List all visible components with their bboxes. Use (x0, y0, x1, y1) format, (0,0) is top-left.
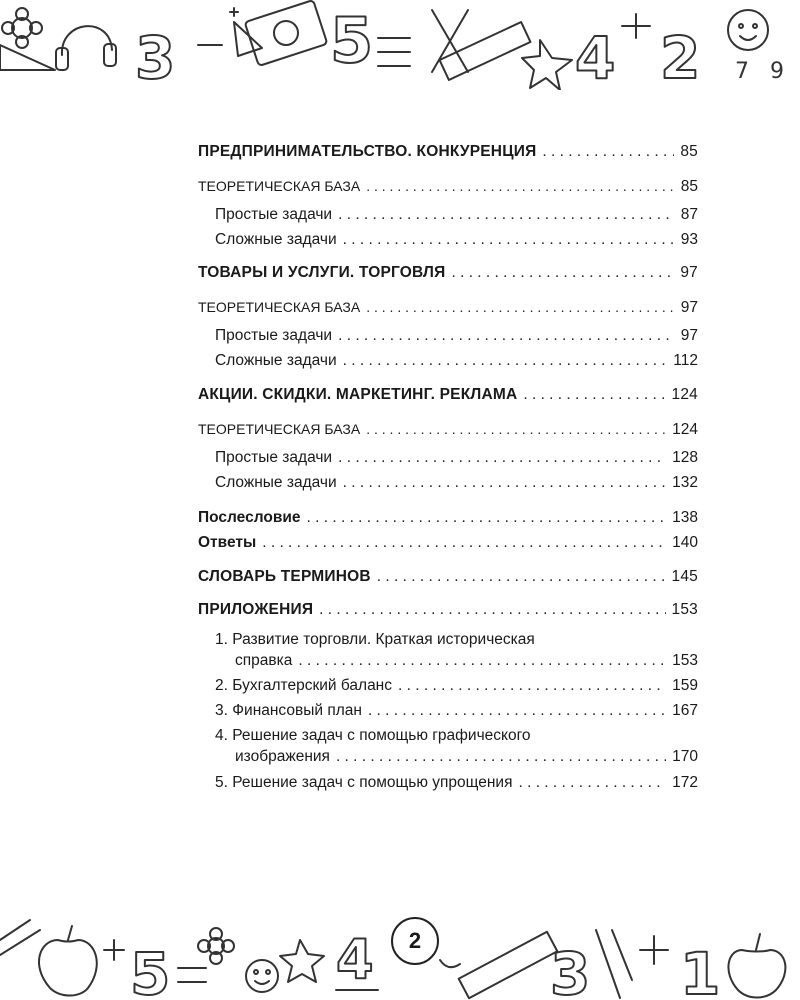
leader-dots (366, 297, 675, 317)
page-number: 153 (671, 601, 698, 618)
subsection-title: Сложные задачи (215, 231, 337, 248)
smile-curve-icon (440, 960, 460, 967)
leader-dots (343, 230, 675, 250)
toc-sub-entry[interactable] (215, 205, 698, 225)
smiley-face-icon (728, 10, 768, 50)
subsection-title: Сложные задачи (215, 474, 337, 491)
section-title: ТОВАРЫ И УСЛУГИ. ТОРГОВЛЯ (198, 264, 446, 281)
star-icon (234, 22, 262, 56)
compass-icon (432, 10, 468, 72)
page-number: 124 (672, 421, 698, 438)
theory-title: ТЕОРЕТИЧЕСКАЯ БАЗА (198, 421, 361, 437)
appendix-number: 4. (215, 727, 228, 744)
appendix-number: 2. (215, 677, 228, 694)
subsection-title: Простые задачи (215, 449, 333, 466)
appendix-title-line2: изображения (235, 748, 330, 765)
page-number: 112 (673, 352, 698, 369)
star-outline-icon (522, 40, 572, 90)
page-number: 124 (671, 386, 698, 403)
leader-dots (298, 651, 666, 671)
toc-sub-entry[interactable] (215, 448, 698, 468)
section-title: АКЦИИ. СКИДКИ. МАРКЕТИНГ. РЕКЛАМА (198, 386, 518, 403)
leader-dots (262, 533, 666, 553)
apple-icon (728, 950, 785, 998)
toc-sub-entry[interactable] (215, 326, 698, 346)
appendix-title: Решение задач с помощью упрощения (232, 774, 513, 791)
appendix-title: Бухгалтерский баланс (232, 677, 392, 694)
page-number: 167 (672, 702, 698, 719)
appendix-item[interactable] (235, 747, 698, 767)
digit-three-icon: 3 (550, 940, 591, 1000)
leader-dots (518, 773, 666, 793)
top-doodle-border (0, 0, 800, 90)
leader-dots (338, 205, 675, 225)
toc-theory-entry[interactable] (198, 297, 698, 318)
leader-dots (338, 448, 666, 468)
toc-glossary-entry[interactable] (198, 567, 698, 587)
glossary-title: СЛОВАРЬ ТЕРМИНОВ (198, 568, 371, 585)
afterword-title: Послесловие (198, 509, 301, 526)
appendix-number: 5. (215, 774, 228, 791)
leader-dots (398, 676, 666, 696)
toc-section-entry[interactable] (198, 142, 698, 162)
leader-dots (366, 176, 675, 196)
theory-title: ТЕОРЕТИЧЕСКАЯ БАЗА (198, 299, 361, 315)
leader-dots (451, 263, 674, 283)
banknote-icon (245, 0, 328, 66)
section-title: ПРЕДПРИНИМАТЕЛЬСТВО. КОНКУРЕНЦИЯ (198, 143, 537, 160)
appendix-item[interactable] (235, 651, 698, 671)
ruler-triangle-icon (0, 45, 55, 70)
page-number: 159 (672, 677, 698, 694)
subsection-title: Простые задачи (215, 327, 333, 344)
appendix-item[interactable] (215, 773, 698, 793)
appendix-number: 1. (215, 631, 228, 648)
page-number: 97 (680, 327, 698, 344)
ruler-icon (440, 22, 531, 80)
appendix-title: Финансовый план (232, 702, 362, 719)
digit-one-icon: 1 (680, 940, 721, 1000)
pencil-icon (0, 920, 40, 955)
leader-dots (343, 473, 666, 493)
leader-dots (338, 326, 675, 346)
appendix-title-line2: справка (235, 652, 293, 669)
appendix-number: 3. (215, 702, 228, 719)
plus-icon (622, 14, 650, 38)
digit-two-icon: 2 (660, 24, 701, 90)
plus-icon (640, 936, 668, 964)
page-number: 128 (672, 449, 698, 466)
digit-five-icon: 5 (330, 4, 374, 77)
equals-icon (178, 968, 206, 982)
page-number: 97 (680, 264, 698, 281)
svg-text:9: 9 (770, 59, 784, 84)
smiley-face-icon (246, 960, 278, 992)
toc-answers-entry[interactable] (198, 533, 698, 553)
leader-dots (377, 567, 666, 587)
appendix-item[interactable] (215, 676, 698, 696)
page-number: 172 (672, 774, 698, 791)
digit-four-icon: 4 (575, 24, 616, 90)
page-number-badge (391, 917, 439, 965)
subsection-title: Сложные задачи (215, 352, 337, 369)
toc-sub-entry[interactable] (215, 473, 698, 493)
toc-afterword-entry[interactable] (198, 508, 698, 528)
leader-dots (523, 385, 665, 405)
plus-icon (104, 940, 124, 960)
toc-section-entry[interactable] (198, 385, 698, 405)
subsection-title: Простые задачи (215, 206, 333, 223)
ruler-icon (459, 932, 558, 998)
toc-section-entry[interactable] (198, 263, 698, 283)
toc-theory-entry[interactable] (198, 419, 698, 440)
appendices-title: ПРИЛОЖЕНИЯ (198, 601, 314, 618)
page-number: 140 (672, 534, 698, 551)
appendix-item[interactable] (215, 701, 698, 721)
leader-dots (343, 351, 668, 371)
appendix-item-first-line[interactable] (215, 630, 698, 650)
page-number: 153 (672, 652, 698, 669)
digit-four-icon: 4 (336, 928, 374, 991)
toc-sub-entry[interactable] (215, 230, 698, 250)
page-number: 138 (672, 509, 698, 526)
toc-theory-entry[interactable] (198, 176, 698, 197)
page-number: 170 (672, 748, 698, 765)
page-number-text: 2 (408, 928, 422, 953)
page-number: 85 (680, 143, 698, 160)
leader-dots (319, 600, 665, 620)
equals-icon (378, 38, 410, 66)
page-number: 87 (680, 206, 698, 223)
digit-five-icon: 5 (130, 940, 171, 1000)
apple-icon (39, 940, 97, 996)
appendix-title-line1: Решение задач с помощью графического (232, 727, 531, 744)
star-outline-icon (280, 940, 324, 982)
leader-dots (307, 508, 667, 528)
theory-title: ТЕОРЕТИЧЕСКАЯ БАЗА (198, 178, 361, 194)
page-number: 145 (671, 568, 698, 585)
appendix-item-first-line[interactable] (215, 726, 698, 746)
page-number: 93 (680, 231, 698, 248)
leader-dots (336, 747, 666, 767)
answers-title: Ответы (198, 534, 257, 551)
page-number: 85 (680, 178, 698, 195)
toc-appendices-entry[interactable] (198, 600, 698, 620)
digit-three-icon: 3 (135, 24, 176, 90)
leader-dots (366, 419, 666, 439)
leader-dots (368, 701, 666, 721)
appendix-title-line1: Развитие торговли. Краткая историческая (232, 631, 535, 648)
leader-dots (542, 142, 674, 162)
svg-text:7: 7 (735, 59, 749, 84)
page-number: 97 (680, 299, 698, 316)
page-number: 132 (672, 474, 698, 491)
compass-icon (596, 930, 632, 998)
toc-sub-entry[interactable] (215, 351, 698, 371)
